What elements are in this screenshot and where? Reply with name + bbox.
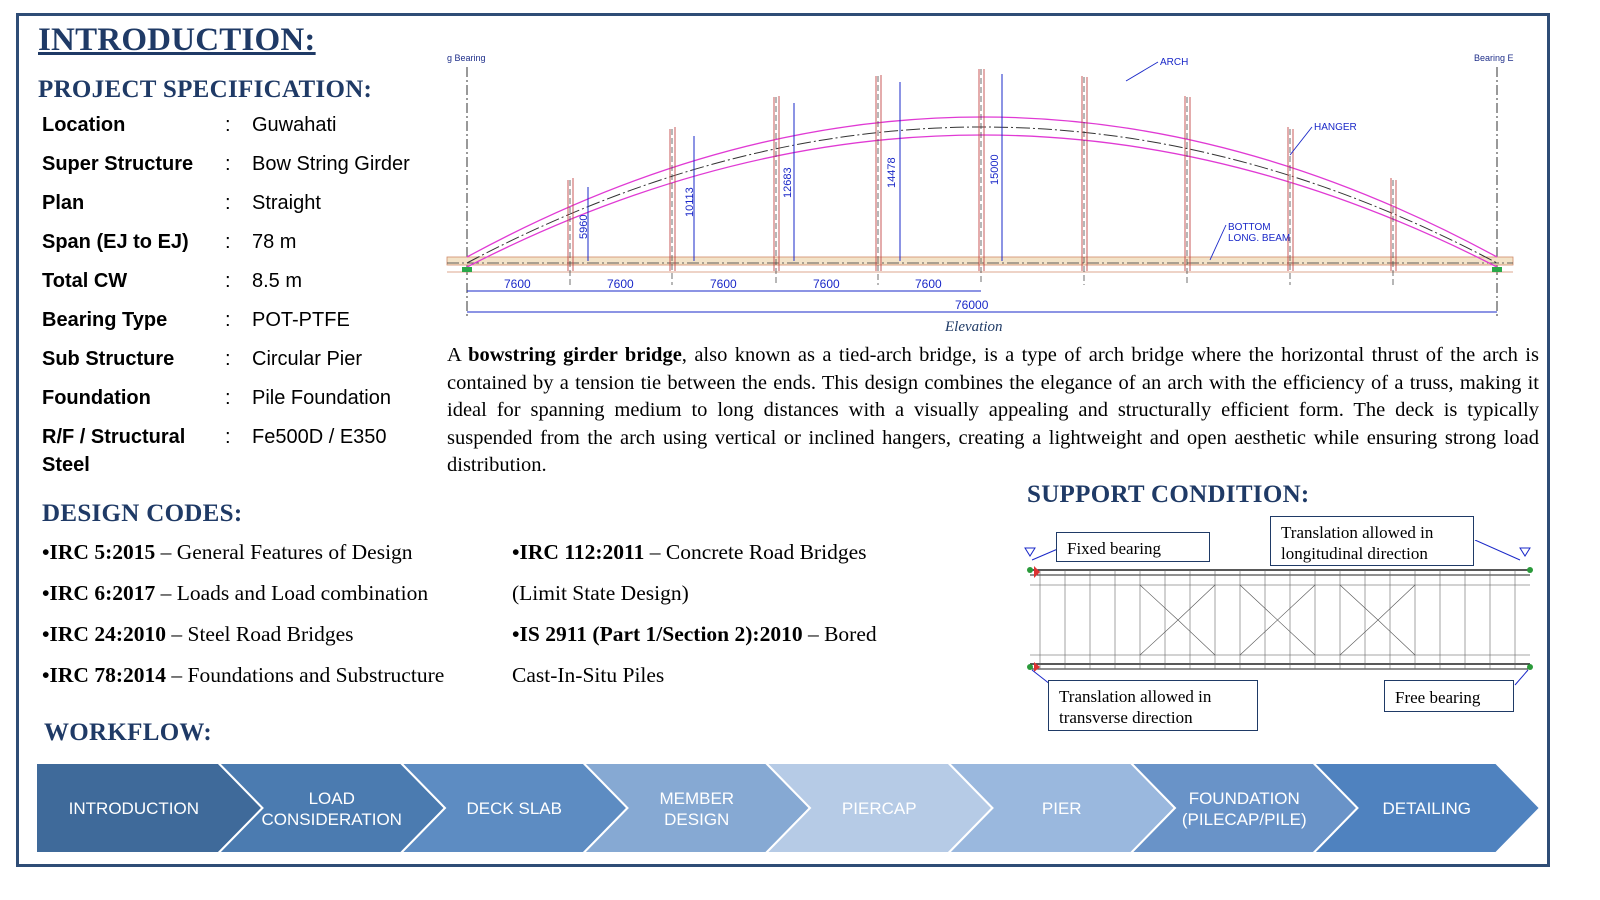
- left-bearing-block: [462, 267, 472, 272]
- design-code-item: [512, 622, 877, 647]
- design-code-item: [42, 622, 354, 647]
- height-label: 12683: [782, 167, 794, 198]
- callout-line: longitudinal direction: [1281, 544, 1428, 563]
- spec-label: Location: [42, 114, 126, 136]
- project-spec-heading: PROJECT SPECIFICATION:: [38, 76, 373, 103]
- callout-line: transverse direction: [1059, 708, 1193, 727]
- description-body: , also known as a tied-arch bridge, is a type of arch bridge where the horizontal thrust of the arch is contained by a tension tie between the ends. This design combines the elegance of an arch with the efficiency of a truss, making it ideal for spanning medium to long distances with a visually appealing and structurally efficient form. The deck is typically suspended from the arch using vertical or inclined hangers, creating a lightweight and open aesthetic while ensuring strong load distribution.: [447, 344, 1539, 476]
- spec-value: Guwahati: [252, 114, 337, 136]
- bracing-member: [1140, 585, 1178, 655]
- arch-center-curve: [467, 127, 1497, 263]
- code-title: – Loads and Load combination: [155, 581, 429, 605]
- bottom-beam-label-2: LONG. BEAM: [1228, 233, 1291, 244]
- design-code-item: [512, 540, 866, 565]
- spec-colon: :: [225, 231, 231, 253]
- spacing-label: 7600: [813, 277, 840, 291]
- arch-bottom-curve: [467, 135, 1497, 267]
- spec-label: Bearing Type: [42, 309, 168, 331]
- spec-value: 78 m: [252, 231, 297, 253]
- spec-label: R/F / Structural: [42, 426, 186, 448]
- height-label: 15000: [989, 154, 1001, 185]
- left-bearing-label: g Bearing: [447, 53, 486, 63]
- workflow-step-label-line: (PILECAP/PILE): [1181, 810, 1307, 829]
- bridge-description: [447, 342, 1539, 480]
- spec-label: Sub Structure: [42, 348, 175, 370]
- workflow-step-label: DECK SLAB: [466, 799, 562, 818]
- code-id: •IRC 6:2017: [42, 581, 156, 605]
- code-title: – Steel Road Bridges: [165, 622, 354, 646]
- free-bearing-triangle-icon: [1520, 548, 1530, 556]
- bracing-member: [1178, 585, 1215, 655]
- workflow-heading: WORKFLOW:: [44, 719, 212, 746]
- spec-value: POT-PTFE: [252, 309, 350, 331]
- spec-colon: :: [225, 426, 231, 448]
- spec-value: Straight: [252, 192, 321, 214]
- spacing-label: 7600: [504, 277, 531, 291]
- fixed-bearing-callout: Fixed bearing: [1056, 532, 1210, 562]
- arch-leader: [1126, 62, 1158, 81]
- right-bearing-label: Bearing E: [1474, 53, 1514, 63]
- height-label: 14478: [886, 157, 898, 188]
- spec-label: Plan: [42, 192, 85, 214]
- code-title: Cast-In-Situ Piles: [512, 663, 665, 687]
- bearing-node: [1027, 664, 1033, 670]
- spec-value: Fe500D / E350: [252, 426, 387, 448]
- workflow-chevrons: [36, 762, 1546, 854]
- workflow-step-label-line: MEMBER: [659, 789, 735, 808]
- spec-value: Circular Pier: [252, 348, 363, 370]
- callout-line: Translation allowed in: [1281, 523, 1434, 542]
- height-labels: [578, 154, 1001, 239]
- deck-beam: [447, 257, 1513, 265]
- spec-colon: :: [225, 192, 231, 214]
- design-code-item: [42, 540, 413, 565]
- spec-label: Total CW: [42, 270, 128, 292]
- workflow-step-label-line: FOUNDATION: [1188, 789, 1300, 808]
- arch-label: ARCH: [1160, 57, 1189, 68]
- page-title: INTRODUCTION:: [38, 22, 316, 58]
- spec-colon: :: [225, 153, 231, 175]
- spacing-label: 7600: [915, 277, 942, 291]
- code-id: •IRC 112:2011: [512, 540, 645, 564]
- longitudinal-callout: [1270, 516, 1474, 566]
- spacing-label: 7600: [710, 277, 737, 291]
- workflow-step-label-line: DESIGN: [664, 810, 730, 829]
- code-title: – Concrete Road Bridges: [644, 540, 867, 564]
- code-id: •IRC 78:2014: [42, 663, 166, 687]
- code-title: (Limit State Design): [512, 581, 689, 605]
- code-title: – Foundations and Substructure: [165, 663, 445, 687]
- transverse-callout: [1048, 680, 1258, 731]
- fixed-bearing-marker: [1034, 566, 1040, 578]
- bearing-node: [1527, 664, 1533, 670]
- workflow-step-label-line: CONSIDERATION: [261, 810, 402, 829]
- elevation-caption: Elevation: [945, 319, 1003, 335]
- spacing-label: 7600: [607, 277, 634, 291]
- height-label: 10113: [684, 187, 696, 217]
- design-code-item: [512, 581, 689, 606]
- spec-colon: :: [225, 309, 231, 331]
- bracing: [1140, 585, 1415, 655]
- spec-colon: :: [225, 270, 231, 292]
- arch-top-curve: [467, 117, 1497, 257]
- design-code-item: [42, 581, 428, 606]
- spec-colon: :: [225, 114, 231, 136]
- workflow-step-label: INTRODUCTION: [68, 799, 200, 818]
- workflow-step-label-line: LOAD: [308, 789, 355, 808]
- spec-colon: :: [225, 387, 231, 409]
- code-id: •IS 2911 (Part 1/Section 2):2010: [512, 622, 803, 646]
- spec-colon: :: [225, 348, 231, 370]
- height-label: 5960: [578, 214, 590, 239]
- description-bold-term: bowstring girder bridge: [468, 344, 682, 366]
- workflow-steps: [36, 763, 1540, 853]
- bottom-beam-leader: [1210, 225, 1226, 260]
- code-id: •IRC 5:2015: [42, 540, 156, 564]
- fixed-bearing-triangle-icon: [1025, 548, 1035, 556]
- design-code-item: [512, 663, 664, 688]
- bottom-beam-label-1: BOTTOM: [1228, 222, 1271, 233]
- design-codes-heading: DESIGN CODES:: [42, 500, 243, 527]
- spec-value: Bow String Girder: [252, 153, 410, 175]
- bearing-node: [1027, 567, 1033, 573]
- bracing-member: [1340, 585, 1378, 655]
- description-lead: A: [447, 344, 469, 366]
- workflow-step-label: PIER: [1041, 799, 1082, 818]
- hanger-label: HANGER: [1314, 122, 1357, 133]
- spec-label: Foundation: [42, 387, 151, 409]
- free-bearing-callout: Free bearing: [1384, 680, 1514, 712]
- longitudinal-leader: [1475, 540, 1520, 560]
- bearing-node: [1527, 567, 1533, 573]
- design-code-item: [42, 663, 444, 688]
- code-id: •IRC 24:2010: [42, 622, 166, 646]
- spec-label: Span (EJ to EJ): [42, 231, 189, 253]
- support-condition-heading: SUPPORT CONDITION:: [1027, 481, 1310, 508]
- spec-label: Super Structure: [42, 153, 194, 175]
- code-title: – General Features of Design: [155, 540, 413, 564]
- bracing-member: [1378, 585, 1415, 655]
- free-leader: [1515, 670, 1528, 685]
- callout-line: Translation allowed in: [1059, 687, 1212, 706]
- total-span-label: 76000: [955, 298, 989, 312]
- height-dimensions: [588, 74, 1002, 261]
- workflow-step-label: PIERCAP: [841, 799, 917, 818]
- workflow-step-label: DETAILING: [1382, 799, 1471, 818]
- code-title: – Bored: [802, 622, 877, 646]
- spec-value: Pile Foundation: [252, 387, 391, 409]
- bridge-elevation-drawing: [440, 45, 1530, 340]
- right-bearing-block: [1492, 267, 1502, 272]
- spec-value: 8.5 m: [252, 270, 303, 292]
- spec-label-cont: Steel: [42, 454, 90, 476]
